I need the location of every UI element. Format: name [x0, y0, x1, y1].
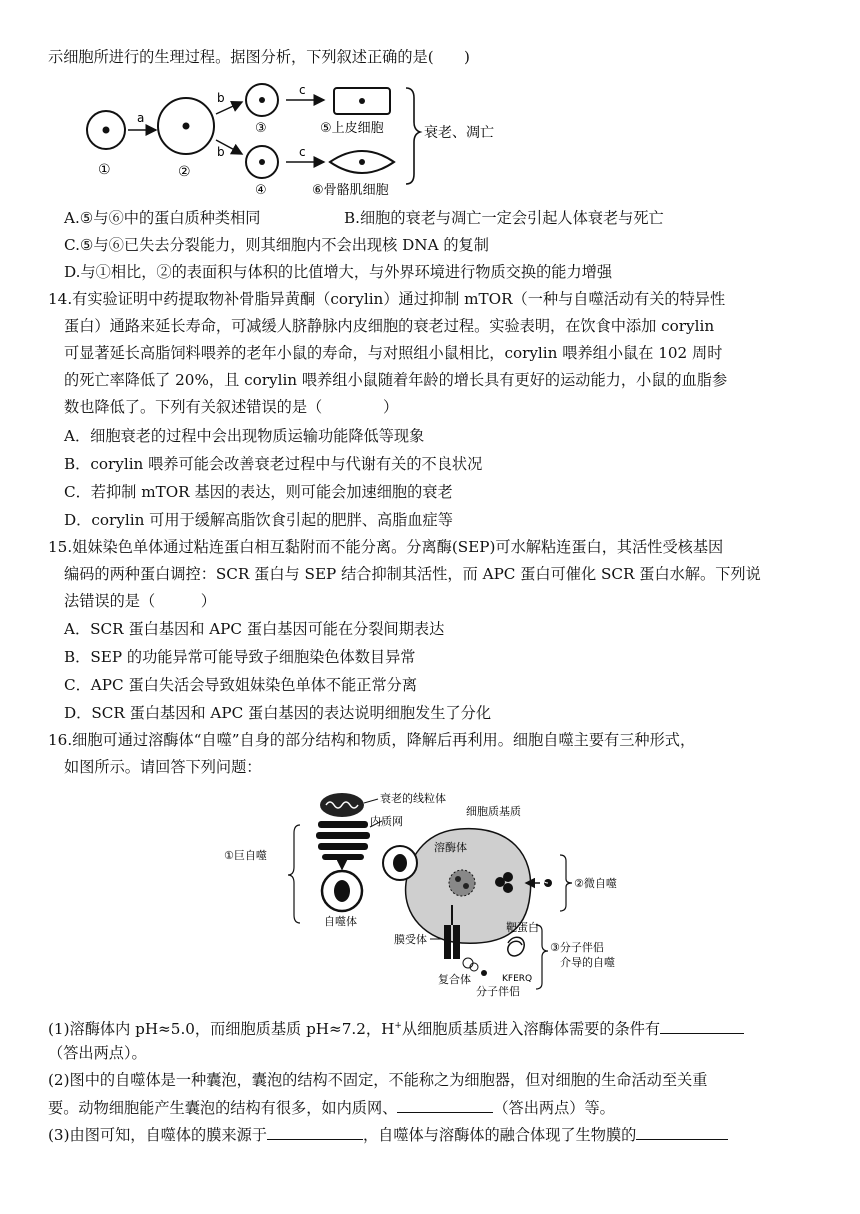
arrow-c-bottom-label: c [299, 145, 306, 159]
q15-stem-2: 编码的两种蛋白调控：SCR 蛋白与 SEP 结合抑制其活性，而 APC 蛋白可催化 SCR 蛋白水解。下列说 [64, 565, 761, 583]
q14-option-c: C．若抑制 mTOR 基因的表达，则可能会加速细胞的衰老 [64, 483, 453, 501]
label-1: ① [98, 162, 111, 178]
q16-part-1-line-2: （答出两点）。 [48, 1044, 147, 1062]
autophagy-diagram [224, 785, 630, 1000]
endoplasmic-reticulum [316, 821, 370, 860]
q16-p2-text-b: （答出两点）等。 [493, 1099, 615, 1117]
q13-option-c: C.⑤与⑥已失去分裂能力，则其细胞内不会出现核 DNA 的复制 [64, 236, 489, 254]
q16-p1-text-a: (1)溶酶体内 pH≈5.0，而细胞质基质 pH≈7.2，H [48, 1020, 395, 1039]
q14-stem-4: 的死亡率降低了 20%，且 corylin 喂养组小鼠随着年龄的增长具有更好的运动能力，小鼠的血脂参 [64, 371, 728, 389]
q16-p3-answer-blank-2[interactable] [636, 1121, 728, 1140]
cma-label-2: 介导的自噬 [560, 956, 615, 969]
label-2: ② [178, 164, 191, 180]
q14-stem-2: 蛋白）通路来延长寿命，可减缓人脐静脉内皮细胞的衰老过程。实验表明，在饮食中添加 corylin [64, 317, 715, 335]
brace-label: 衰老、凋亡 [424, 125, 494, 141]
q16-part-2-line-2 [48, 1094, 820, 1121]
q16-p1-answer-blank[interactable] [660, 1015, 744, 1034]
q15-option-d: D．SCR 蛋白基因和 APC 蛋白基因的表达说明细胞发生了分化 [64, 704, 492, 722]
target-protein [508, 937, 524, 956]
q16-stem-2: 如图所示。请回答下列问题： [64, 758, 262, 776]
q16-stem-1: 16.细胞可通过溶酶体“自噬”自身的部分结构和物质，降解后再利用。细胞自噬主要有三种形式， [48, 731, 696, 749]
brace [406, 88, 420, 184]
q13-option-a-text: A.⑤与⑥中的蛋白质种类相同 [64, 209, 261, 227]
q16-p3-text-b: ，自噬体与溶酶体的融合体现了生物膜的 [362, 1126, 637, 1144]
cytoplasm-label: 细胞质基质 [466, 805, 521, 818]
q14-option-b: B．corylin 喂养可能会改善衰老过程中与代谢有关的不良状况 [64, 455, 483, 473]
q13-option-b-text: B.细胞的衰老与凋亡一定会引起人体衰老与死亡 [344, 209, 664, 227]
q14-stem-3: 可显著延长高脂饲料喂养的老年小鼠的寿命，与对照组小鼠相比，corylin 喂养组小鼠在 102 周时 [64, 344, 723, 362]
arrow-c-top-label: c [299, 83, 306, 97]
q16-p2-answer-blank[interactable] [397, 1094, 493, 1113]
complex-label: 复合体 [438, 973, 471, 986]
q16-p1-text-b: 从细胞质基质进入溶酶体需要的条件有 [401, 1020, 661, 1039]
kferq-label: KFERQ [502, 974, 533, 984]
q14-stem-1: 14.有实验证明中药提取物补骨脂异黄酮（corylin）通过抑制 mTOR（一种与自噬活动有关的特异性 [48, 290, 726, 308]
label-5: ⑤上皮细胞 [320, 121, 384, 136]
cell-differentiation-diagram [80, 82, 520, 202]
q14-option-a: A．细胞衰老的过程中会出现物质运输功能降低等现象 [64, 427, 425, 445]
q15-option-b: B．SEP 的功能异常可能导致子细胞染色体数目异常 [64, 648, 416, 666]
q15-option-c: C．APC 蛋白失活会导致姐妹染色单体不能正常分离 [64, 676, 418, 694]
receptor-label: 膜受体 [394, 933, 427, 946]
macro-label: ①巨自噬 [224, 849, 267, 862]
arrow-b-top-label: b [217, 91, 225, 105]
q14-stem-5: 数也降低了。下列有关叙述错误的是（ ） [64, 398, 399, 416]
q16-part-1-line-1 [48, 1013, 820, 1042]
label-6: ⑥骨骼肌细胞 [312, 183, 389, 198]
cma-label-1: ③分子伴侣 [550, 941, 604, 954]
membrane-receptor [444, 925, 451, 959]
q13-option-a [64, 205, 820, 231]
micro-label: ②微自噬 [574, 877, 617, 890]
chaperone-label: 分子伴侣 [476, 985, 520, 998]
question-13-stem: 示细胞所进行的生理过程。据图分析，下列叙述正确的是( ) [48, 48, 470, 66]
q16-p1-sup: + [394, 1021, 402, 1031]
q15-stem-3: 法错误的是（ ） [64, 592, 216, 610]
label-3: ③ [255, 121, 267, 136]
target-label: 靶蛋白 [506, 921, 539, 934]
q16-p3-text-a: (3)由图可知，自噬体的膜来源于 [48, 1126, 267, 1144]
q16-part-2-line-1: (2)图中的自噬体是一种囊泡，囊泡的结构不固定，不能称之为细胞器，但对细胞的生命活动至关重 [48, 1071, 708, 1089]
q13-option-d: D.与①相比，②的表面积与体积的比值增大，与外界环境进行物质交换的能力增强 [64, 263, 613, 281]
er-label: 内质网 [370, 815, 403, 828]
lysosome-label: 溶酶体 [434, 841, 467, 854]
q16-p3-answer-blank-1[interactable] [267, 1121, 363, 1140]
mito-label: 衰老的线粒体 [380, 792, 446, 805]
arrow-b-bottom-label: b [217, 145, 225, 159]
q15-option-a: A．SCR 蛋白基因和 APC 蛋白基因可能在分裂间期表达 [64, 620, 445, 638]
q15-stem-1: 15.姐妹染色单体通过粘连蛋白相互黏附而不能分离。分离酶(SEP)可水解粘连蛋白，其活性受核基因 [48, 538, 724, 556]
label-4: ④ [255, 183, 267, 198]
q14-option-d: D．corylin 可用于缓解高脂饮食引起的肥胖、高脂血症等 [64, 511, 453, 529]
arrow-a-label: a [137, 111, 145, 125]
autophagosome-label: 自噬体 [324, 915, 357, 928]
q16-p2-text-a: 要。动物细胞能产生囊泡的结构有很多，如内质网、 [48, 1099, 398, 1117]
q16-part-3-line-1 [48, 1121, 820, 1148]
